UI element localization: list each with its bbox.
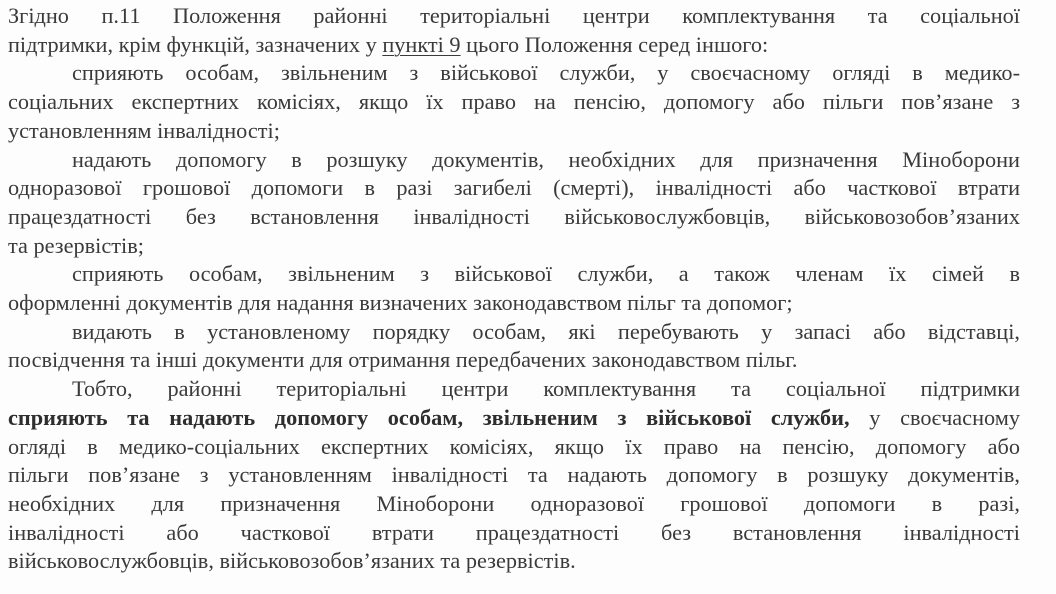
text-line [8, 318, 1020, 347]
text-line [8, 461, 1020, 490]
text-segment: інвалідності або часткової втрати працездатності без встановлення інвалідності [8, 519, 1020, 545]
text-line [8, 375, 1020, 404]
document-text [8, 2, 1020, 576]
text-line [8, 174, 1020, 203]
text-segment: посвідчення та інші документи для отримання передбачених законодавством пільг. [8, 347, 798, 373]
text-line [8, 490, 1020, 519]
text-segment: військовослужбовців, військовозобов’язаних та резервістів. [8, 548, 576, 574]
text-line [8, 547, 1020, 576]
text-line [8, 232, 1020, 261]
text-line [8, 519, 1020, 548]
text-segment: соціальних експертних комісіях, якщо їх право на пенсію, допомогу або пільги пов’язане з [8, 89, 1020, 115]
text-segment: сприяють особам, звільненим з військової служби, у своєчасному огляді в медико- [72, 60, 1020, 86]
text-segment: та резервістів; [8, 232, 144, 258]
text-segment: оформленні документів для надання визначених законодавством пільг та допомог; [8, 290, 793, 316]
text-line [8, 289, 1020, 318]
bold-text: сприяють та надають допомогу особам, звільненим з військової служби, [8, 404, 850, 430]
text-line [8, 88, 1020, 117]
text-segment: сприяють особам, звільненим з військової служби, а також членам їх сімей в [72, 261, 1020, 287]
text-segment: цього Положення серед іншого: [460, 31, 769, 57]
text-segment: пільги пов’язане з установленням інвалідності та надають допомогу в розшуку документів, [8, 462, 1020, 488]
text-segment: необхідних для призначення Міноборони одноразової грошової допомоги в разі, [8, 490, 1020, 516]
text-line [8, 59, 1020, 88]
text-segment: надають допомогу в розшуку документів, необхідних для призначення Міноборони [72, 146, 1020, 172]
text-segment: видають в установленому порядку особам, які перебувають у запасі або відставці, [72, 318, 1020, 344]
text-line [8, 2, 1020, 31]
text-segment: працездатності без встановлення інвалідності військовослужбовців, військовозобов’язаних [8, 203, 1020, 229]
text-segment: установленням інвалідності; [8, 117, 280, 143]
text-line [8, 203, 1020, 232]
text-line [8, 404, 1020, 433]
text-line [8, 31, 1020, 60]
text-line [8, 117, 1020, 146]
text-segment: одноразової грошової допомоги в разі загибелі (смерті), інвалідності або часткової втрати [8, 175, 1020, 201]
text-line [8, 346, 1020, 375]
reference-link-text: пункті 9 [382, 31, 461, 57]
text-segment: підтримки, крім функцій, зазначених у [8, 31, 383, 57]
text-line [8, 146, 1020, 175]
text-segment: Тобто, районні територіальні центри комплектування та соціальної підтримки [72, 376, 1020, 402]
text-line [8, 260, 1020, 289]
text-segment: огляді в медико-соціальних експертних комісіях, якщо їх право на пенсію, допомогу або [8, 433, 1020, 459]
text-segment: Згідно п.11 Положення районні територіальні центри комплектування та соціальної [8, 3, 1020, 28]
text-line [8, 433, 1020, 462]
text-segment: у своєчасному [849, 404, 1020, 430]
